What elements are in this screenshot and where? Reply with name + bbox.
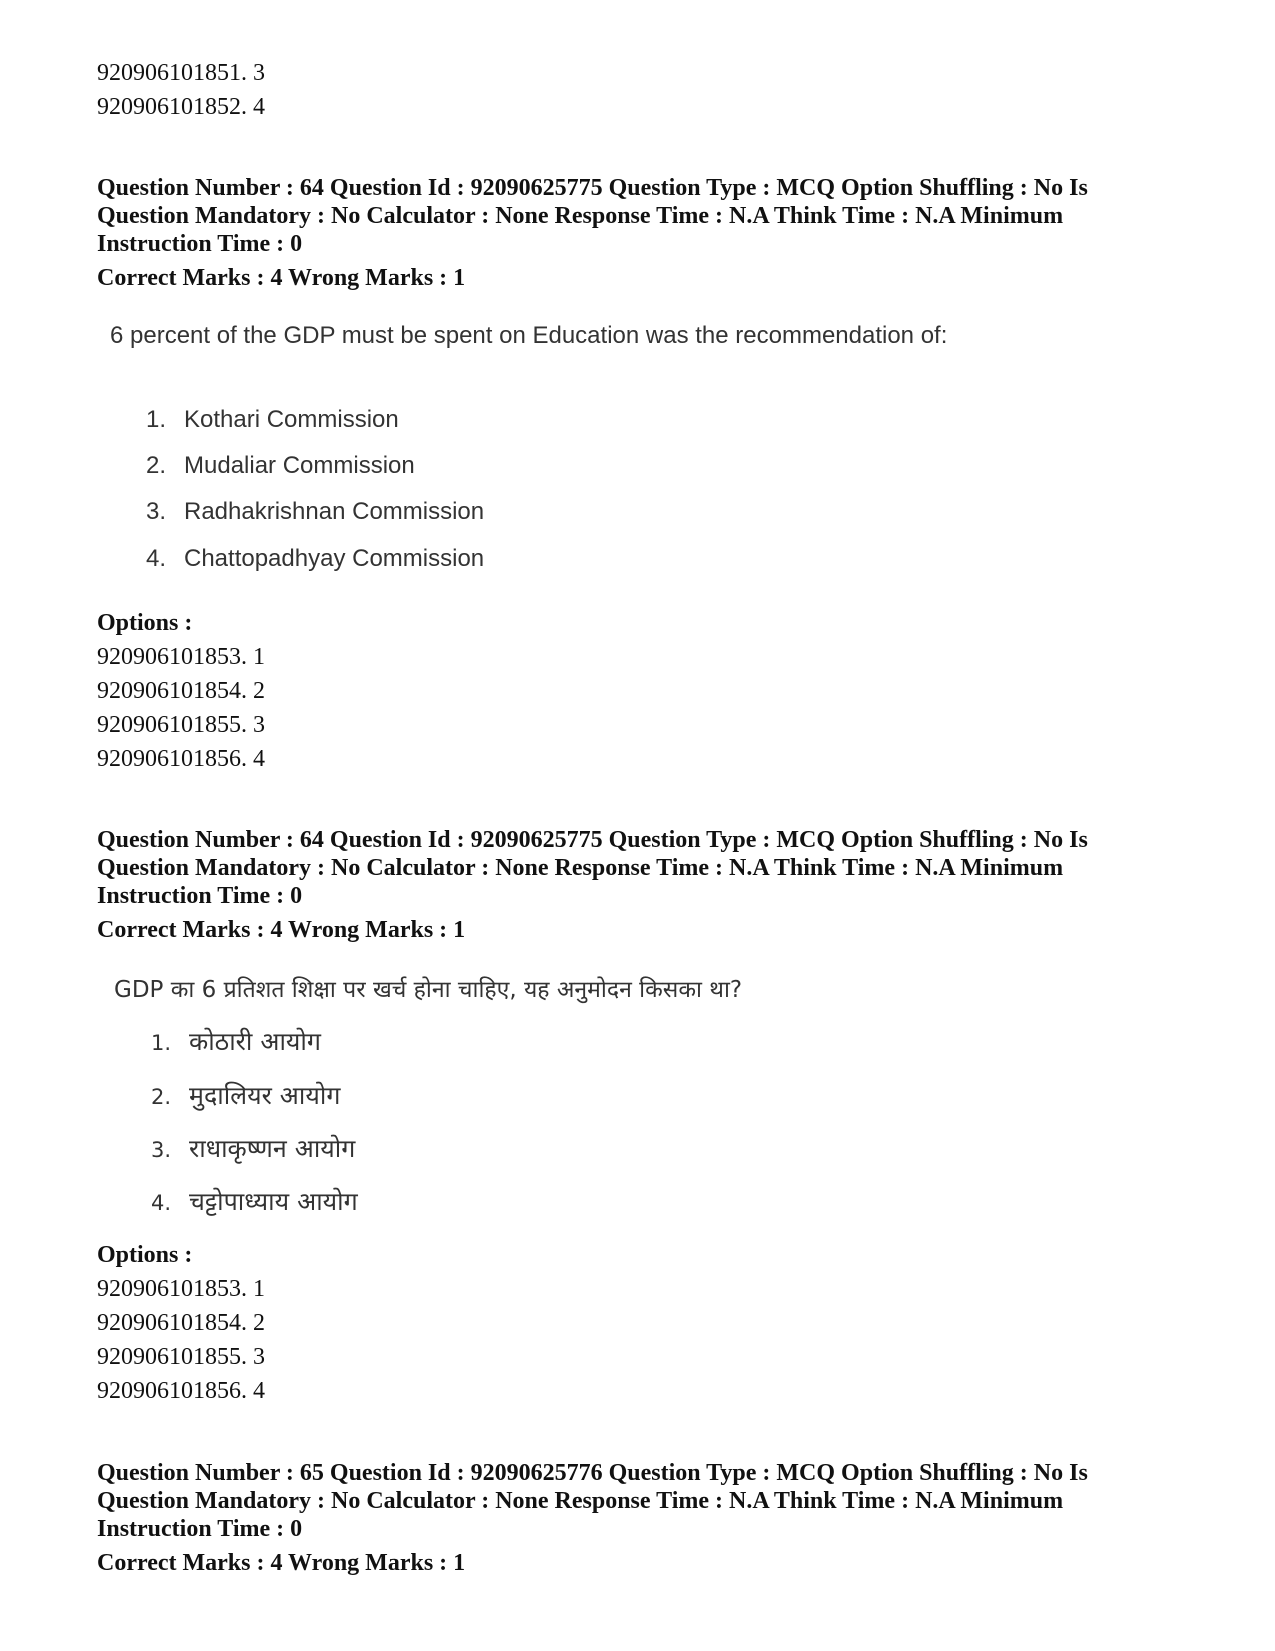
question-choice (151, 1078, 340, 1112)
choice-text: चट्टोपाध्याय आयोग (189, 1187, 358, 1216)
choice-number: 3. (146, 498, 167, 525)
choice-number: 3. (151, 1138, 172, 1162)
question-choice (146, 406, 399, 434)
question-choice (151, 1184, 358, 1218)
option-line: 920906101855. 3 (97, 712, 265, 738)
question-choice (146, 498, 484, 526)
question-marks: Correct Marks : 4 Wrong Marks : 1 (97, 265, 466, 291)
choice-number: 4. (146, 545, 167, 572)
option-line: 920906101855. 3 (97, 1344, 265, 1370)
options-label: Options : (97, 610, 193, 636)
question-choice (146, 545, 484, 573)
option-line: 920906101852. 4 (97, 94, 265, 120)
choice-text: Radhakrishnan Commission (184, 498, 485, 525)
choice-text: Kothari Commission (184, 406, 399, 433)
question-meta: Question Number : 64 Question Id : 92090625775 Question Type : MCQ Option Shuffling : No Is Question Mandatory : No Calculator : None Response Time : N.A Think Time : N.A Minimum Instruction Time : 0 (97, 175, 1088, 257)
choice-number: 1. (146, 406, 167, 433)
choice-number: 1. (151, 1031, 172, 1055)
question-choice (146, 452, 415, 480)
option-line: 920906101854. 2 (97, 1310, 265, 1336)
choice-number: 2. (146, 452, 167, 479)
question-choice (151, 1024, 321, 1058)
question-stem: GDP का 6 प्रतिशत शिक्षा पर खर्च होना चाहिए, यह अनुमोदन किसका था? (114, 977, 743, 1003)
question-meta: Question Number : 64 Question Id : 92090625775 Question Type : MCQ Option Shuffling : No Is Question Mandatory : No Calculator : None Response Time : N.A Think Time : N.A Minimum Instruction Time : 0 (97, 827, 1088, 909)
choice-text: Chattopadhyay Commission (184, 545, 485, 572)
options-label: Options : (97, 1242, 193, 1268)
question-marks: Correct Marks : 4 Wrong Marks : 1 (97, 1550, 466, 1576)
question-choice (151, 1131, 355, 1165)
option-line: 920906101856. 4 (97, 1378, 265, 1404)
option-line: 920906101856. 4 (97, 746, 265, 772)
question-marks: Correct Marks : 4 Wrong Marks : 1 (97, 917, 466, 943)
choice-text: कोठारी आयोग (189, 1027, 321, 1056)
choice-number: 2. (151, 1085, 172, 1109)
question-stem: 6 percent of the GDP must be spent on Education was the recommendation of: (110, 322, 948, 349)
option-line: 920906101853. 1 (97, 644, 265, 670)
option-line: 920906101851. 3 (97, 60, 265, 86)
choice-text: Mudaliar Commission (184, 452, 415, 479)
question-meta: Question Number : 65 Question Id : 92090625776 Question Type : MCQ Option Shuffling : No Is Question Mandatory : No Calculator : None Response Time : N.A Think Time : N.A Minimum Instruction Time : 0 (97, 1460, 1088, 1542)
option-line: 920906101854. 2 (97, 678, 265, 704)
choice-text: राधाकृष्णन आयोग (189, 1134, 356, 1163)
choice-number: 4. (151, 1191, 172, 1215)
choice-text: मुदालियर आयोग (189, 1081, 341, 1110)
option-line: 920906101853. 1 (97, 1276, 265, 1302)
